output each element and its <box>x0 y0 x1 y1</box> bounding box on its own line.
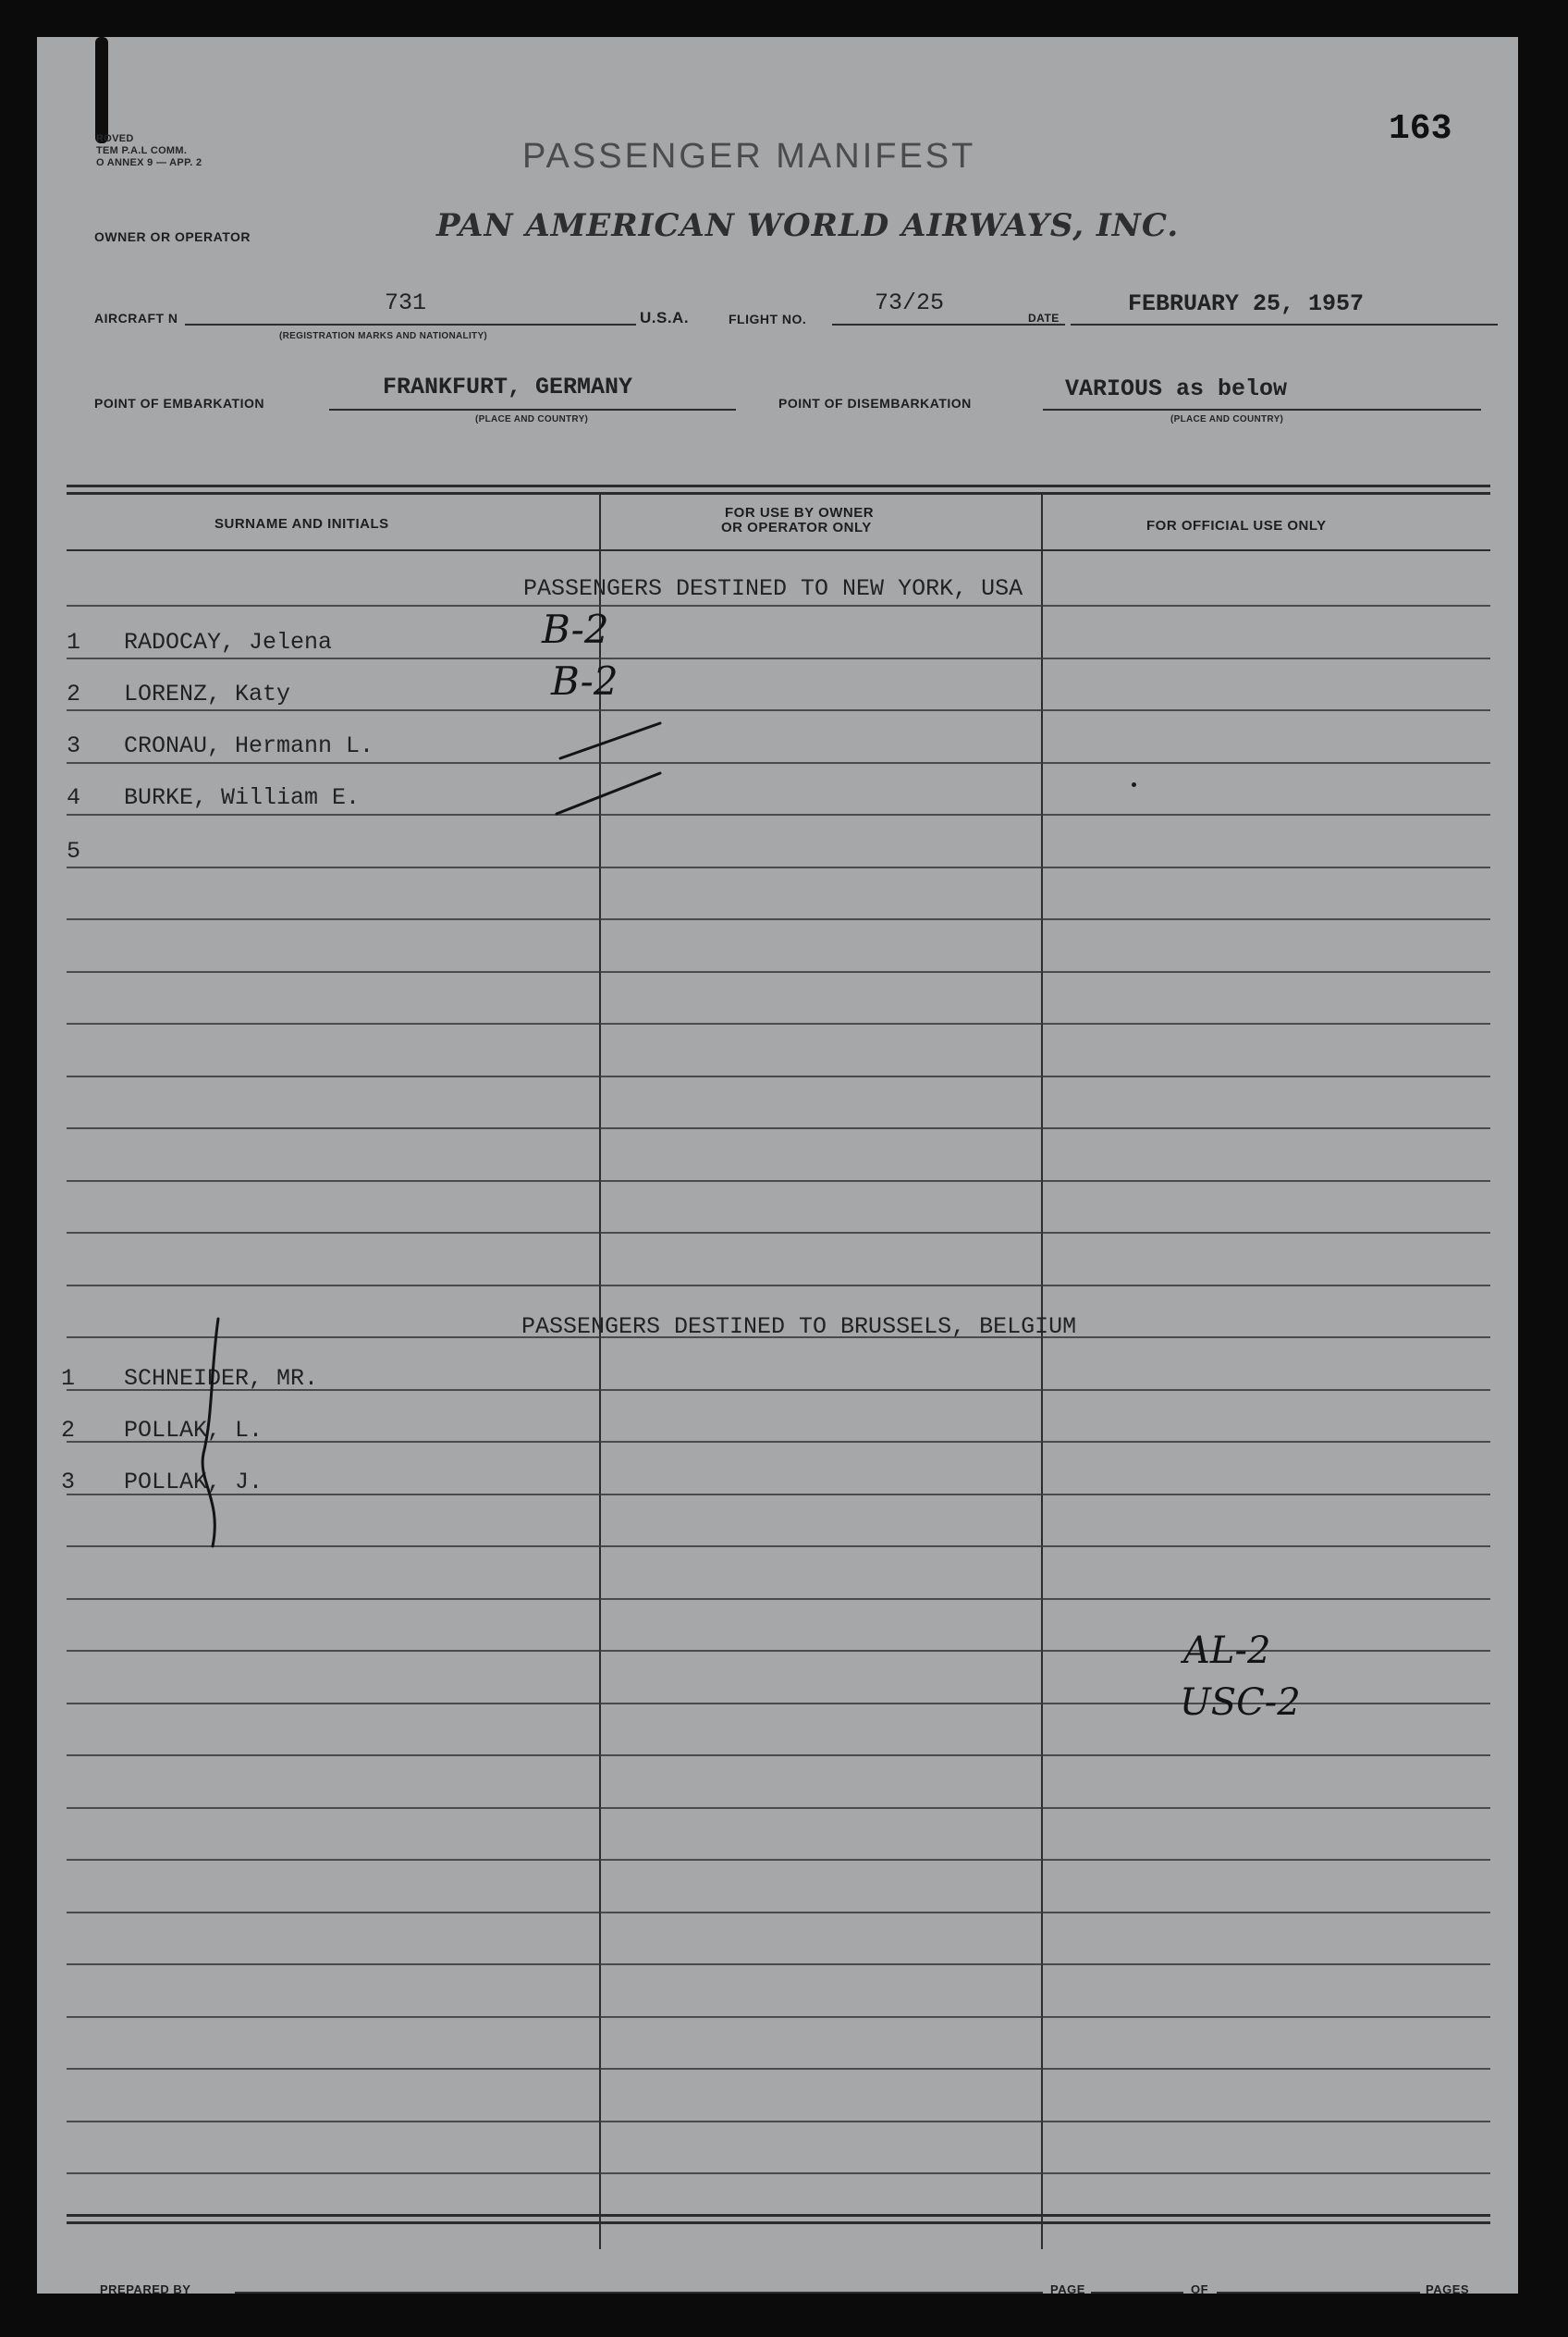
approval-note-3: O ANNEX 9 — APP. 2 <box>96 157 202 168</box>
disembarkation-value: VARIOUS as below <box>1065 375 1288 402</box>
disembarkation-label: POINT OF DISEMBARKATION <box>778 396 972 411</box>
flight-value: 73/25 <box>875 289 945 316</box>
row-rule <box>67 1441 1490 1443</box>
row-rule <box>67 605 1490 607</box>
row-rule <box>67 971 1490 973</box>
aircraft-value: 731 <box>385 289 427 316</box>
row-rule <box>67 1076 1490 1077</box>
owner-label: OWNER OR OPERATOR <box>94 229 251 244</box>
of-underline <box>1217 2292 1420 2294</box>
col-header-owner-use-1: FOR USE BY OWNER <box>725 505 875 521</box>
date-value: FEBRUARY 25, 1957 <box>1128 290 1365 317</box>
handwritten-bracket <box>185 1315 240 1560</box>
passenger-number: 3 <box>61 1469 76 1495</box>
row-rule <box>67 814 1490 816</box>
passenger-number: 2 <box>67 681 81 707</box>
disembarkation-sub-label: (PLACE AND COUNTRY) <box>1170 414 1284 424</box>
page-number: 163 <box>1389 109 1452 149</box>
row-rule <box>67 709 1490 711</box>
binding-mark <box>95 37 108 143</box>
passenger-mark-4 <box>551 760 671 830</box>
passenger-name: CRONAU, Hermann L. <box>124 732 374 759</box>
embarkation-label: POINT OF EMBARKATION <box>94 396 264 411</box>
group-heading-brussels: PASSENGERS DESTINED TO BRUSSELS, BELGIUM <box>521 1313 1077 1340</box>
row-rule <box>67 1963 1490 1965</box>
row-rule <box>67 1127 1490 1129</box>
col-header-surname: SURNAME AND INITIALS <box>214 516 389 532</box>
official-note-1: AL-2 <box>1183 1630 1271 1672</box>
official-note-2: USC-2 <box>1180 1681 1301 1724</box>
row-rule <box>67 1912 1490 1913</box>
passenger-number: 5 <box>67 838 81 865</box>
footer-page: PAGE <box>1050 2282 1085 2294</box>
passenger-mark: B-2 <box>542 607 609 652</box>
approval-note-1: ROVED <box>96 133 134 144</box>
col-header-official-use: FOR OFFICIAL USE ONLY <box>1146 518 1327 534</box>
manifest-sheet <box>37 37 1518 2294</box>
passenger-name: SCHNEIDER, MR. <box>124 1365 319 1392</box>
page-underline <box>1091 2292 1183 2294</box>
passenger-mark: B-2 <box>551 658 619 704</box>
date-underline <box>1071 324 1498 326</box>
form-title: PASSENGER MANIFEST <box>522 137 976 176</box>
row-rule <box>67 1598 1490 1600</box>
group-heading-new-york: PASSENGERS DESTINED TO NEW YORK, USA <box>523 575 1023 602</box>
embarkation-value: FRANKFURT, GERMANY <box>383 374 633 400</box>
col-header-owner-use-2: OR OPERATOR ONLY <box>721 520 872 535</box>
slash-mark-icon <box>551 760 671 825</box>
passenger-name: POLLAK, L. <box>124 1417 263 1444</box>
passenger-name: RADOCAY, Jelena <box>124 629 333 656</box>
row-rule <box>67 2068 1490 2070</box>
table-top-rule-2 <box>67 492 1490 495</box>
row-rule <box>67 867 1490 868</box>
passenger-number: 3 <box>67 732 81 759</box>
aircraft-label: AIRCRAFT N <box>94 311 178 326</box>
approval-note-2: TEM P.A.L COMM. <box>96 145 188 156</box>
aircraft-nationality: U.S.A. <box>640 309 690 326</box>
date-label: DATE <box>1028 312 1060 325</box>
owner-value: PAN AMERICAN WORLD AIRWAYS, INC. <box>436 207 1180 244</box>
embarkation-underline <box>329 409 736 411</box>
row-rule <box>67 1494 1490 1495</box>
row-rule <box>67 1285 1490 1286</box>
row-rule <box>67 918 1490 920</box>
passenger-name: LORENZ, Katy <box>124 681 291 707</box>
footer-of: OF <box>1191 2282 1209 2294</box>
flight-label: FLIGHT NO. <box>729 312 807 326</box>
row-rule <box>67 2121 1490 2122</box>
bracket-mark-icon <box>185 1315 240 1556</box>
passenger-name: BURKE, William E. <box>124 784 361 811</box>
row-rule <box>67 1232 1490 1234</box>
row-rule <box>67 2172 1490 2174</box>
row-rule <box>67 1754 1490 1756</box>
row-rule <box>67 1650 1490 1652</box>
row-rule <box>67 1180 1490 1182</box>
ink-dot <box>1132 782 1136 787</box>
row-rule <box>67 1807 1490 1809</box>
aircraft-underline <box>185 324 636 326</box>
column-divider-2 <box>1041 494 1043 2249</box>
passenger-number: 1 <box>67 629 81 656</box>
footer-pages: PAGES <box>1426 2282 1470 2294</box>
row-rule <box>67 762 1490 764</box>
row-rule <box>67 1023 1490 1025</box>
header-bottom-rule <box>67 549 1490 551</box>
passenger-number: 2 <box>61 1417 76 1444</box>
prepared-by-underline <box>235 2292 1043 2294</box>
passenger-number: 4 <box>67 784 81 811</box>
table-top-rule-1 <box>67 485 1490 487</box>
passenger-number: 1 <box>61 1365 76 1392</box>
row-rule <box>67 2016 1490 2018</box>
aircraft-sub-label: (REGISTRATION MARKS AND NATIONALITY) <box>279 331 488 341</box>
row-rule <box>67 658 1490 659</box>
passenger-name: POLLAK, J. <box>124 1469 263 1495</box>
table-bottom-rule-2 <box>67 2221 1490 2224</box>
footer-prepared-by: PREPARED BY <box>100 2282 191 2294</box>
row-rule <box>67 1859 1490 1861</box>
row-rule <box>67 1545 1490 1547</box>
embarkation-sub-label: (PLACE AND COUNTRY) <box>475 414 589 424</box>
disembarkation-underline <box>1043 409 1481 411</box>
table-bottom-rule-1 <box>67 2214 1490 2217</box>
